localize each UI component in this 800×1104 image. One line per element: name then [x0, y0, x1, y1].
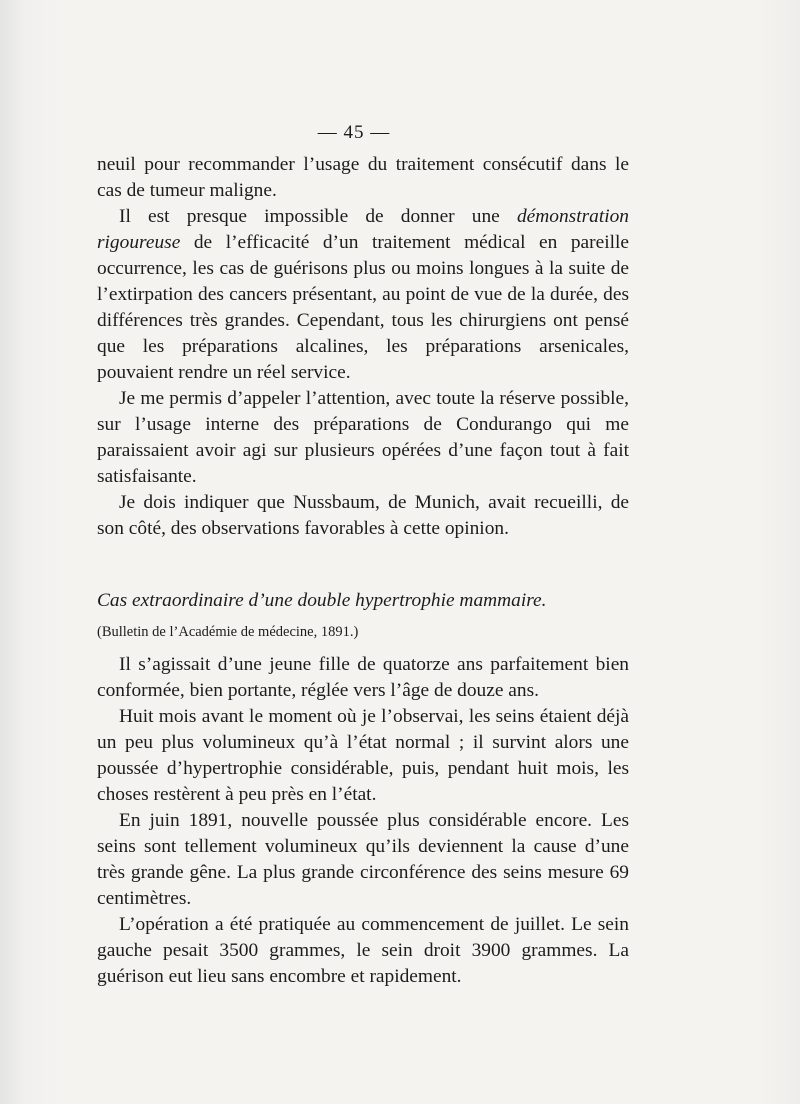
paragraph-case-june: En juin 1891, nouvelle poussée plus considérable encore. Les seins sont tellement volumineux qu’ils deviennent la cause d’une très grande gêne. La plus grande circonférence des seins mesure 69 centimètres.: [97, 810, 629, 909]
emphasis-demonstration: démonstration rigoureuse: [97, 206, 629, 253]
paragraph-case-evolution: Huit mois avant le moment où je l’observai, les seins étaient déjà un peu plus volumineux qu’à l’état normal ; il survint alors une poussée d’hypertrophie considérable, puis, pendant huit mois, les choses restèrent à peu près en l’état.: [97, 706, 629, 805]
paragraph-case-intro: Il s’agissait d’une jeune fille de quatorze ans parfaitement bien conformée, bien portante, réglée vers l’âge de douze ans.: [97, 654, 629, 701]
paragraph-demonstration-start: Il est presque impossible de donner une: [119, 206, 517, 227]
paragraph-condurango: Je me permis d’appeler l’attention, avec toute la réserve possible, sur l’usage interne des préparations de Condurango qui me paraissaient avoir agi sur plusieurs opérées d’une façon tout à fait satisfaisante.: [97, 388, 629, 487]
page-number: — 45 —: [317, 122, 391, 143]
paragraph-nussbaum: Je dois indiquer que Nussbaum, de Munich, avait recueilli, de son côté, des observations favorables à cette opinion.: [97, 492, 629, 539]
section-citation: (Bulletin de l’Académie de médecine, 1891.): [97, 624, 359, 640]
paragraph-demonstration: [97, 204, 629, 386]
paragraph-continuation: neuil pour recommander l’usage du traitement consécutif dans le cas de tumeur maligne.: [97, 154, 629, 201]
section-title: Cas extraordinaire d’une double hypertrophie mammaire.: [97, 590, 547, 611]
paragraph-demonstration-rest: de l’efficacité d’un traitement médical en pareille occurrence, les cas de guérisons plus ou moins longues à la suite de l’extirpation des cancers présentant, au point de vue de la durée, des différences très grandes. Cependant, tous les chirurgiens ont pensé que les préparations alcalines, les préparations arsenicales, pouvaient rendre un réel service.: [97, 232, 629, 383]
body-text: [97, 152, 629, 990]
paragraph-case-operation: L’opération a été pratiquée au commencement de juillet. Le sein gauche pesait 3500 grammes, le sein droit 3900 grammes. La guérison eut lieu sans encombre et rapidement.: [97, 914, 629, 987]
